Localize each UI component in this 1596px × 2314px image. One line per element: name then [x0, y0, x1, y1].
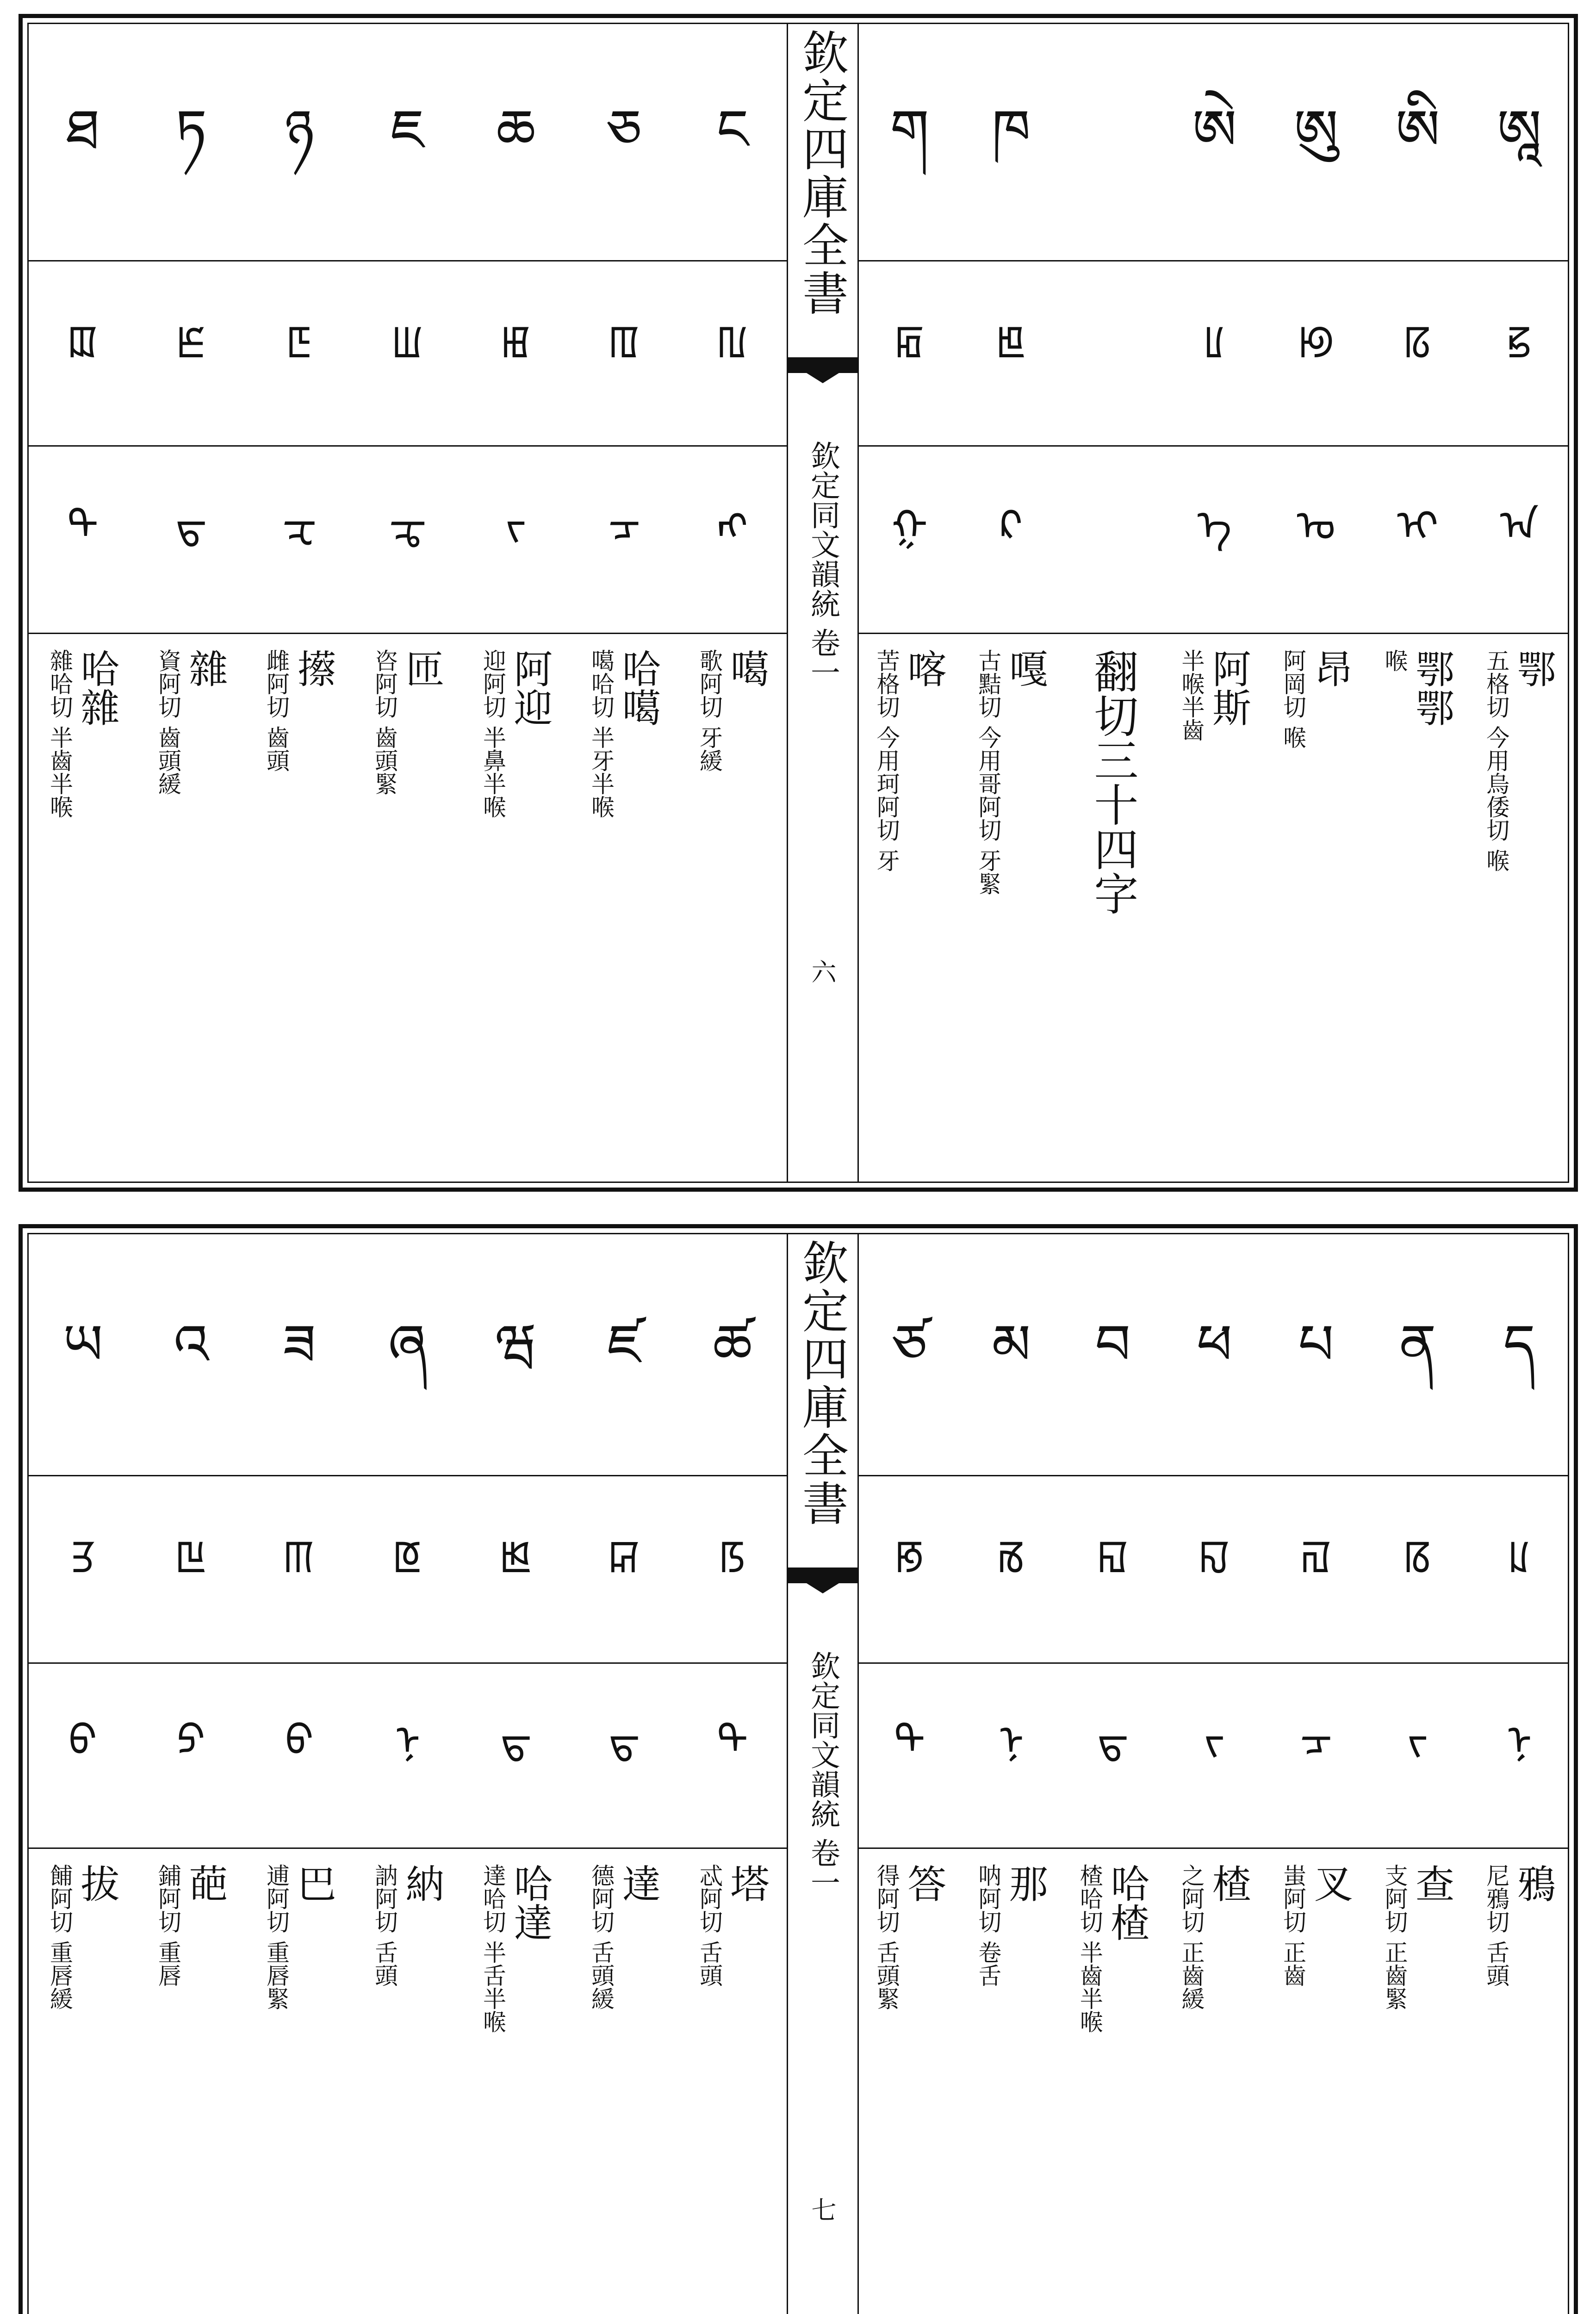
mongol-letter: ᠴ [1300, 1717, 1332, 1765]
mongol-letter: ᠣ [1297, 502, 1335, 550]
entry-column [251, 1234, 348, 2314]
chinese-entry [359, 1864, 456, 1987]
pronunciation-note: 得阿切 舌頭緊 [873, 1864, 900, 2010]
chinese-character: 鄂鄂 [1409, 649, 1455, 727]
pronunciation-note: 迎阿切 半鼻半喉 [479, 649, 506, 818]
chinese-entry [359, 649, 456, 795]
pronunciation-note: 雜哈切 半齒半喉 [46, 649, 73, 818]
entry-column [1471, 1234, 1568, 2314]
tibetan-letter: ཅ [606, 98, 642, 162]
mongol-letter: ᠺ [1000, 502, 1023, 550]
mongol-letter: ᠲ [67, 502, 99, 550]
pronunciation-note: 支阿切 正齒緊 [1381, 1864, 1408, 2010]
entry-column [1064, 24, 1161, 1182]
mongol-letter: ᠩ [717, 502, 748, 550]
tibetan-letter: བ [1095, 1313, 1131, 1377]
mongol-letter: ᠨ [999, 1717, 1024, 1765]
pronunciation-note: 訥阿切 舌頭 [371, 1864, 398, 1987]
entry-column [143, 24, 240, 1182]
phags-pa-letter: ꡕ [283, 1531, 316, 1580]
chinese-character: 喀 [901, 649, 947, 688]
chinese-character: 拔 [75, 1864, 120, 1903]
mongol-letter: ᠵ [505, 502, 527, 550]
phags-pa-letter: ꡒ [608, 1531, 640, 1580]
entry-column [1064, 1234, 1161, 2314]
pronunciation-note: 達哈切 半舌半喉 [479, 1864, 506, 2033]
folio-number: 七 [807, 2197, 837, 2222]
entry-column [1267, 1234, 1365, 2314]
pronunciation-note: 忒阿切 舌頭 [696, 1864, 723, 1987]
mongol-letter: ᠨ [395, 1717, 421, 1765]
mongol-letter: ᠪ [285, 1717, 314, 1765]
chinese-character: 哈雜 [75, 649, 120, 727]
pronunciation-note: 呐阿切 卷舌 [975, 1864, 1002, 1987]
chinese-character: 哈楂 [1104, 1864, 1150, 1941]
entry-column [861, 24, 958, 1182]
phags-pa-letter: ꡁ [996, 317, 1026, 365]
tibetan-letter: ཆ [496, 98, 536, 162]
pronunciation-note: 古黠切 今用哥阿切 牙緊 [975, 649, 1002, 895]
chinese-character: 嘎 [1003, 649, 1049, 688]
phags-pa-letter: ꡞ [1403, 317, 1432, 365]
entry-column [1166, 1234, 1263, 2314]
chinese-entry [1369, 649, 1466, 727]
entry-column [1369, 24, 1466, 1182]
chinese-character: 楂 [1206, 1864, 1252, 1903]
chinese-entry [576, 649, 673, 818]
mongol-letter: ᠽ [282, 502, 317, 550]
chinese-character: 匝 [399, 649, 445, 688]
sub-title: 欽定同文韻統 卷一 [806, 1651, 840, 1897]
pronunciation-note: 苦格切 今用珂阿切 牙 [873, 649, 900, 872]
chinese-entry [1267, 1864, 1365, 1987]
chinese-character: 叉 [1308, 1864, 1354, 1903]
mongol-letter: ᠨ [1507, 1717, 1532, 1765]
phags-pa-letter: ꡅ [501, 317, 531, 365]
entry-column [359, 24, 456, 1182]
book-title: 欽定四庫全書 [795, 1239, 849, 1528]
chinese-entry [1064, 649, 1161, 915]
tibetan-letter: མ [992, 1313, 1031, 1377]
phags-pa-letter: ꡌ [1300, 1531, 1332, 1580]
phags-pa-letter: ꡊ [1508, 1531, 1530, 1580]
pronunciation-note: 阿岡切 喉 [1279, 649, 1307, 749]
entry-column [861, 1234, 958, 2314]
phags-pa-letter: ꡓ [500, 1531, 532, 1580]
chinese-entry [1471, 1864, 1568, 1987]
chinese-character: 阿迎 [508, 649, 553, 727]
chinese-entry [684, 1864, 781, 1987]
tibetan-letter: ཝ [495, 1313, 537, 1377]
gutter-top [787, 24, 859, 1182]
entry-column [1267, 24, 1365, 1182]
chinese-entry [1471, 649, 1568, 872]
chinese-character: 達 [616, 1864, 661, 1903]
entry-column [963, 1234, 1060, 2314]
gutter-bottom [787, 1234, 859, 2314]
chinese-entry [467, 649, 565, 818]
pronunciation-note: 資阿切 齒頭緩 [155, 649, 181, 795]
entry-column [684, 24, 781, 1182]
phags-pa-letter: ꡝ [1506, 317, 1532, 365]
mongol-letter: ᠲ [894, 1717, 925, 1765]
mongol-letter: ᠳ [609, 1717, 640, 1765]
chinese-entry [684, 649, 781, 772]
chinese-entry [34, 1864, 131, 2010]
entry-column [576, 1234, 673, 2314]
chinese-entry [251, 1864, 348, 2010]
tibetan-letter: ཞ [388, 1313, 427, 1377]
tibetan-letter: ཨི [1395, 98, 1440, 162]
phags-pa-letter: ꡍ [1199, 1531, 1230, 1580]
pronunciation-note: 之阿切 正齒緩 [1178, 1864, 1205, 2010]
chinese-entry [963, 1864, 1060, 1987]
chinese-entry [251, 649, 348, 772]
chinese-entry [861, 649, 958, 872]
chinese-character: 鄂 [1511, 649, 1557, 688]
phags-pa-letter: ꡋ [1403, 1531, 1432, 1580]
folio-number: 六 [807, 959, 837, 984]
tibetan-letter: ཛ [607, 1313, 641, 1377]
pronunciation-note: 五格切 今用烏倭切 喉 [1483, 649, 1510, 872]
entry-column [684, 1234, 781, 2314]
mongol-letter: ᠳ [500, 1717, 532, 1765]
mongol-letter: ᠡ [1197, 502, 1232, 550]
entry-column [251, 24, 348, 1182]
tibetan-letter: ཨཱ [1497, 98, 1542, 162]
tibetan-letter: ཇ [391, 98, 425, 162]
mongol-letter: ᠢ [1397, 502, 1439, 550]
tibetan-letter: ན [1399, 1313, 1436, 1377]
pronunciation-note: 雌阿切 齒頭 [263, 649, 290, 772]
tibetan-letter: པ [1298, 1313, 1334, 1377]
mongol-letter: ᠠ [1500, 502, 1539, 550]
phags-pa-letter: ꡖ [175, 1531, 207, 1580]
chinese-character: 答 [901, 1864, 947, 1903]
tibetan-letter: ད [1503, 1313, 1535, 1377]
chinese-character: 攃 [291, 649, 336, 688]
chinese-character: 塔 [724, 1864, 770, 1903]
page-bottom [19, 1224, 1578, 2314]
mongol-letter: ᠲ [717, 1717, 748, 1765]
chinese-character: 翻切三十四字 [1087, 649, 1139, 915]
phags-pa-letter: ꡔ [393, 1531, 422, 1580]
entry-column [576, 24, 673, 1182]
entry-column [963, 24, 1060, 1182]
phags-pa-letter: ꡑ [719, 1531, 746, 1580]
phags-pa-letter: ꡟ [1298, 317, 1334, 365]
chinese-character: 雜 [183, 649, 228, 688]
chinese-entry [467, 1864, 565, 2033]
phags-pa-letter: ꡐ [895, 1531, 925, 1580]
chinese-entry [34, 649, 131, 818]
phags-pa-letter: ꡄ [609, 317, 640, 365]
mongol-letter: ᠪ [68, 1717, 97, 1765]
mongol-letter: ᠼ [389, 502, 427, 550]
right-half-bottom [859, 1234, 1568, 2314]
tibetan-letter: ཕ [1197, 1313, 1232, 1377]
pronunciation-note: 德阿切 舌頭緩 [588, 1864, 615, 2010]
chinese-character: 噶 [724, 649, 770, 688]
chinese-entry [963, 649, 1060, 895]
gutter-fish-tail [788, 1568, 857, 1583]
chinese-entry [1064, 1864, 1161, 2033]
mongol-letter: ᠫ [177, 1717, 205, 1765]
phags-pa-letter: ꡉ [68, 317, 98, 365]
book-title: 欽定四庫全書 [795, 29, 849, 317]
right-half-top [859, 24, 1568, 1182]
pronunciation-note: 咨阿切 齒頭緊 [371, 649, 398, 795]
phags-pa-letter: ꡂ [894, 317, 925, 365]
page-top [19, 14, 1578, 1192]
tibetan-letter: ཨུ [1294, 98, 1339, 162]
chinese-entry [861, 1864, 958, 2010]
entry-column [1471, 24, 1568, 1182]
mongol-letter: ᠳ [1097, 1717, 1129, 1765]
chinese-entry [143, 1864, 240, 1987]
sub-title: 欽定同文韻統 卷一 [806, 441, 840, 687]
mongol-letter: ᠵ [1407, 1717, 1428, 1765]
chinese-character: 昂 [1308, 649, 1354, 688]
tibetan-letter: ཟ [283, 1313, 316, 1377]
entry-column [34, 24, 131, 1182]
entry-column [359, 1234, 456, 2314]
chinese-entry [1369, 1864, 1466, 2010]
pronunciation-note: 鋪阿切 重唇 [155, 1864, 181, 1987]
chinese-entry [1166, 1864, 1263, 2010]
phags-pa-letter: ꡈ [176, 317, 206, 365]
pronunciation-note: 喉 [1381, 649, 1408, 672]
entry-column [1166, 24, 1263, 1182]
mongol-letter: ᠳ [175, 502, 207, 550]
chinese-character: 哈達 [508, 1864, 553, 1941]
chinese-character: 納 [399, 1864, 445, 1903]
tibetan-letter: ཨེ [1192, 98, 1237, 162]
left-half-top [29, 24, 787, 1182]
phags-pa-letter: ꡎ [1097, 1531, 1129, 1580]
chinese-character: 巴 [291, 1864, 336, 1903]
pronunciation-note: 楂哈切 半齒半喉 [1076, 1864, 1103, 2033]
gutter-fish-tail [788, 357, 857, 373]
chinese-character: 葩 [183, 1864, 228, 1903]
chinese-character: 那 [1003, 1864, 1049, 1903]
chinese-entry [576, 1864, 673, 2010]
chinese-entry [143, 649, 240, 795]
chinese-character: 查 [1409, 1864, 1455, 1903]
chinese-character: 鴉 [1511, 1864, 1557, 1903]
mongol-letter: ᠵ [1204, 1717, 1225, 1765]
mongol-letter: ᠴ [608, 502, 640, 550]
tibetan-letter: ཁ [992, 98, 1031, 162]
entry-column [34, 1234, 131, 2314]
pronunciation-note: 逋阿切 重唇緊 [263, 1864, 290, 2010]
phags-pa-letter: ꡆ [392, 317, 423, 365]
tibetan-letter: ཚ [713, 1313, 752, 1377]
phags-pa-letter: ꡦ [1204, 317, 1225, 365]
phags-pa-letter: ꡃ [717, 317, 748, 365]
entry-column [467, 1234, 565, 2314]
tibetan-letter: ཙ [892, 1313, 927, 1377]
tibetan-letter: ཏ [175, 98, 207, 162]
phags-pa-letter: ꡇ [286, 317, 312, 365]
pronunciation-note: 尼鴉切 舌頭 [1483, 1864, 1510, 1987]
tibetan-letter: ཡ [62, 1313, 103, 1377]
chinese-entry [1267, 649, 1365, 749]
pronunciation-note: 半喉半齒 [1178, 649, 1205, 741]
pronunciation-note: 蚩阿切 正齒 [1279, 1864, 1307, 1987]
phags-pa-letter: ꡗ [70, 1531, 95, 1580]
left-half-bottom [29, 1234, 787, 2314]
mongol-letter: ᠭ [891, 502, 928, 550]
tibetan-letter: འ [174, 1313, 209, 1377]
tibetan-letter: ཉ [284, 98, 315, 162]
pronunciation-note: 噶哈切 半牙半喉 [588, 649, 615, 818]
entry-column [1369, 1234, 1466, 2314]
chinese-entry [1166, 649, 1263, 741]
tibetan-letter: ང [716, 98, 749, 162]
pronunciation-note: 歌阿切 牙緩 [696, 649, 723, 772]
phags-pa-letter: ꡏ [997, 1531, 1025, 1580]
tibetan-letter: ག [890, 98, 930, 162]
pronunciation-note: 餔阿切 重唇緩 [46, 1864, 73, 2010]
tibetan-letter: ཐ [66, 98, 100, 162]
entry-column [143, 1234, 240, 2314]
chinese-character: 阿斯 [1206, 649, 1252, 727]
entry-column [467, 24, 565, 1182]
chinese-character: 哈噶 [616, 649, 661, 727]
